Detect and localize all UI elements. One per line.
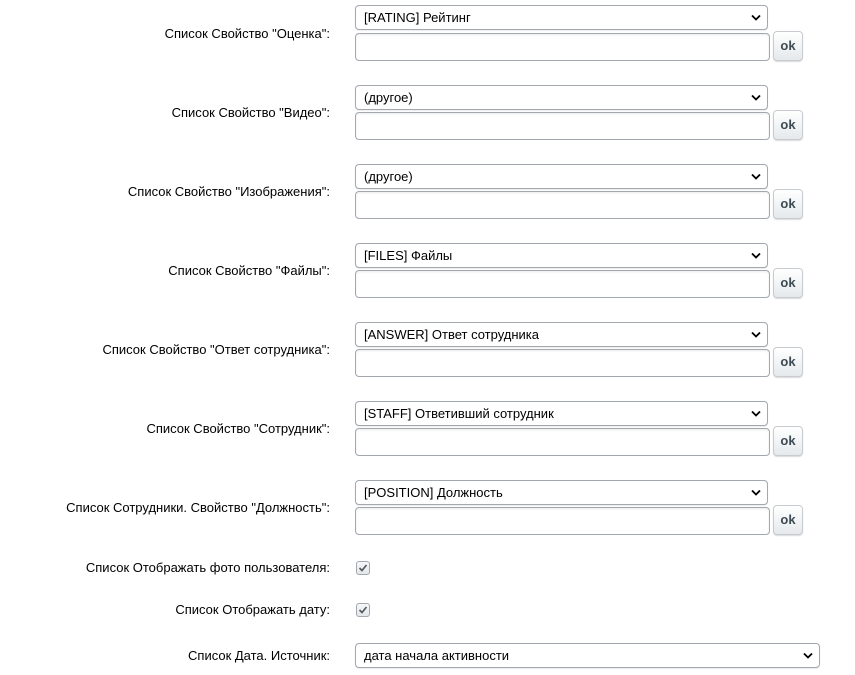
property-input-video[interactable] <box>355 112 770 140</box>
property-select-answer[interactable] <box>355 322 768 347</box>
chevron-down-icon <box>751 331 761 338</box>
property-input-staff[interactable] <box>355 428 770 456</box>
setting-label-rating: Список Свойство "Оценка": <box>164 26 330 41</box>
chevron-down-icon <box>751 489 761 496</box>
ok-button-images[interactable]: ok <box>773 189 803 219</box>
setting-label-show-date: Список Отображать дату: <box>175 602 330 617</box>
chevron-down-icon <box>751 94 761 101</box>
property-select-staff[interactable] <box>355 401 768 426</box>
ok-button-staff[interactable]: ok <box>773 426 803 456</box>
ok-button-answer[interactable]: ok <box>773 347 803 377</box>
select-value: [POSITION] Должность <box>364 485 503 500</box>
ok-button-rating[interactable]: ok <box>773 31 803 61</box>
ok-button-files[interactable]: ok <box>773 268 803 298</box>
property-select-images[interactable] <box>355 164 768 189</box>
checkmark-icon <box>358 605 368 615</box>
property-select-files[interactable] <box>355 243 768 268</box>
setting-label-files: Список Свойство "Файлы": <box>168 263 330 278</box>
select-value: [STAFF] Ответивший сотрудник <box>364 406 554 421</box>
setting-label-video: Список Свойство "Видео": <box>171 105 330 120</box>
show-date-checkbox[interactable] <box>356 603 370 617</box>
setting-label-show-photo: Список Отображать фото пользователя: <box>85 560 330 575</box>
property-select-video[interactable] <box>355 85 768 110</box>
setting-label-staff: Список Свойство "Сотрудник": <box>146 421 330 436</box>
ok-button-position[interactable]: ok <box>773 505 803 535</box>
select-value: дата начала активности <box>364 648 510 663</box>
date-source-select[interactable] <box>355 643 820 668</box>
select-value: [ANSWER] Ответ сотрудника <box>364 327 540 342</box>
property-input-files[interactable] <box>355 270 770 298</box>
setting-label-date-source: Список Дата. Источник: <box>188 648 330 663</box>
chevron-down-icon <box>803 652 813 659</box>
property-input-answer[interactable] <box>355 349 770 377</box>
chevron-down-icon <box>751 14 761 21</box>
select-value: (другое) <box>364 169 413 184</box>
ok-button-video[interactable]: ok <box>773 110 803 140</box>
chevron-down-icon <box>751 173 761 180</box>
chevron-down-icon <box>751 252 761 259</box>
select-value: [RATING] Рейтинг <box>364 10 471 25</box>
chevron-down-icon <box>751 410 761 417</box>
property-input-images[interactable] <box>355 191 770 219</box>
setting-label-position: Список Сотрудники. Свойство "Должность": <box>66 500 330 515</box>
setting-label-images: Список Свойство "Изображения": <box>127 184 330 199</box>
property-input-rating[interactable] <box>355 33 770 61</box>
checkmark-icon <box>358 563 368 573</box>
property-input-position[interactable] <box>355 507 770 535</box>
property-select-rating[interactable] <box>355 5 768 30</box>
select-value: (другое) <box>364 90 413 105</box>
setting-label-answer: Список Свойство "Ответ сотрудника": <box>102 342 330 357</box>
property-select-position[interactable] <box>355 480 768 505</box>
select-value: [FILES] Файлы <box>364 248 453 263</box>
show-photo-checkbox[interactable] <box>356 561 370 575</box>
